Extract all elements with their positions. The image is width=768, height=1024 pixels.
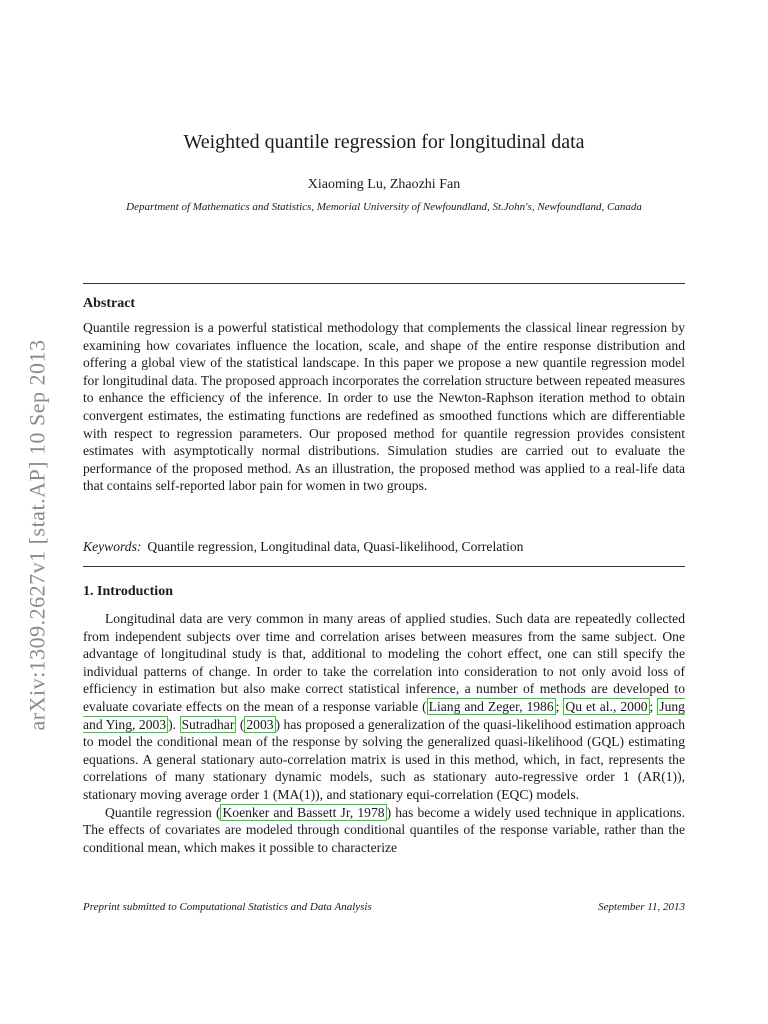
text-run: Quantile regression (	[105, 804, 221, 820]
paper-authors: Xiaoming Lu, Zhaozhi Fan	[307, 177, 461, 192]
text-run: Longitudinal data are very common in many areas of applied studies. Such data are repeatedly collected from independent subjects over time and correlation arises between measures from the same subject. One advantage of longitudinal study is that, additional to modeling the cohort effect, one can still specify the individual patterns of change. In order to take the correlation into consideration to not only avoid loss of efficiency in estimation but also make correct statistical inference, a number of methods are developed to evaluate covariate effects on the mean of a response variable (	[83, 611, 685, 714]
section-heading-introduction: 1. Introduction	[83, 584, 173, 599]
abstract-heading: Abstract	[83, 296, 136, 311]
keywords	[83, 538, 685, 556]
footer-date: September 11, 2013	[598, 901, 685, 913]
abstract-text: Quantile regression is a powerful statistical methodology that complements the classical linear regression by examining how covariates influence the location, scale, and shape of the entire response distribution and offering a global view of the statistical landscape. In this paper we propose a new quantile regression model for longitudinal data. The proposed approach incorporates the correlation structure between repeated measures to enhance the efficiency of the inference. In order to use the Newton-Raphson iteration method to obtain convergent estimates, the estimating functions are redefined as smoothed functions which are differentiable with respect to regression parameters. Our proposed method for quantile regression provides consistent estimates with asymptotically normal distributions. Simulation studies are carried out to evaluate the performance of the proposed method. As an illustration, the proposed method was applied to a real-life data that contains self-reported labor pain for women in two groups.	[83, 320, 685, 494]
text-run: ) has become a widely used technique in applications. The effects of covariates are modeled through conditional quantiles of the response variable, rather than the conditional mean, which makes it possible to characterize	[83, 804, 685, 855]
footer-preprint-note: Preprint submitted to Computational Statistics and Data Analysis	[83, 901, 372, 913]
arxiv-stamp-text: arXiv:1309.2627v1 [stat.AP] 10 Sep 2013	[25, 339, 50, 731]
text-run: ;	[649, 698, 658, 714]
paper-title: Weighted quantile regression for longitudinal data	[183, 131, 585, 153]
abstract-top-rule	[83, 283, 685, 284]
text-run: ;	[555, 698, 564, 714]
paper-affiliation: Department of Mathematics and Statistics, Memorial University of Newfoundland, St.John's, Newfoundland, Canada	[126, 201, 642, 213]
text-run: (	[236, 716, 245, 732]
intro-paragraph-1	[83, 610, 685, 804]
introduction-body	[83, 610, 685, 856]
intro-paragraph-2	[83, 804, 685, 857]
text-run: ).	[168, 716, 180, 732]
citation-link-koenker-bassett[interactable]: Koenker and Bassett Jr, 1978	[222, 804, 385, 820]
citation-link-jung-ying[interactable]: Jung and Ying, 2003	[83, 698, 685, 732]
keywords-text: Quantile regression, Longitudinal data, Quasi-likelihood, Correlation	[147, 539, 524, 554]
abstract-bottom-rule	[83, 566, 685, 567]
citation-link-qu-et-al[interactable]: Qu et al., 2000	[565, 698, 648, 714]
keywords-label: Keywords:	[83, 539, 142, 554]
text-run: ) has proposed a generalization of the quasi-likelihood estimation approach to model the conditional mean of the response by solving the generalized quasi-likelihood (GQL) estimating equations. A general stationary auto-correlation matrix is used in this method, which, in fact, represents the correlations of many stationary dynamic models, such as stationary auto-regressive order 1 (AR(1)), stationary moving average order 1 (MA(1)), and stationary equi-correlation (EQC) models.	[83, 716, 685, 802]
arxiv-stamp	[18, 320, 58, 750]
citation-link-sutradhar-year[interactable]: 2003	[246, 716, 274, 732]
page-footer	[83, 899, 685, 917]
citation-link-sutradhar[interactable]: Sutradhar	[181, 716, 235, 732]
citation-link-liang-zeger[interactable]: Liang and Zeger, 1986	[428, 698, 554, 714]
